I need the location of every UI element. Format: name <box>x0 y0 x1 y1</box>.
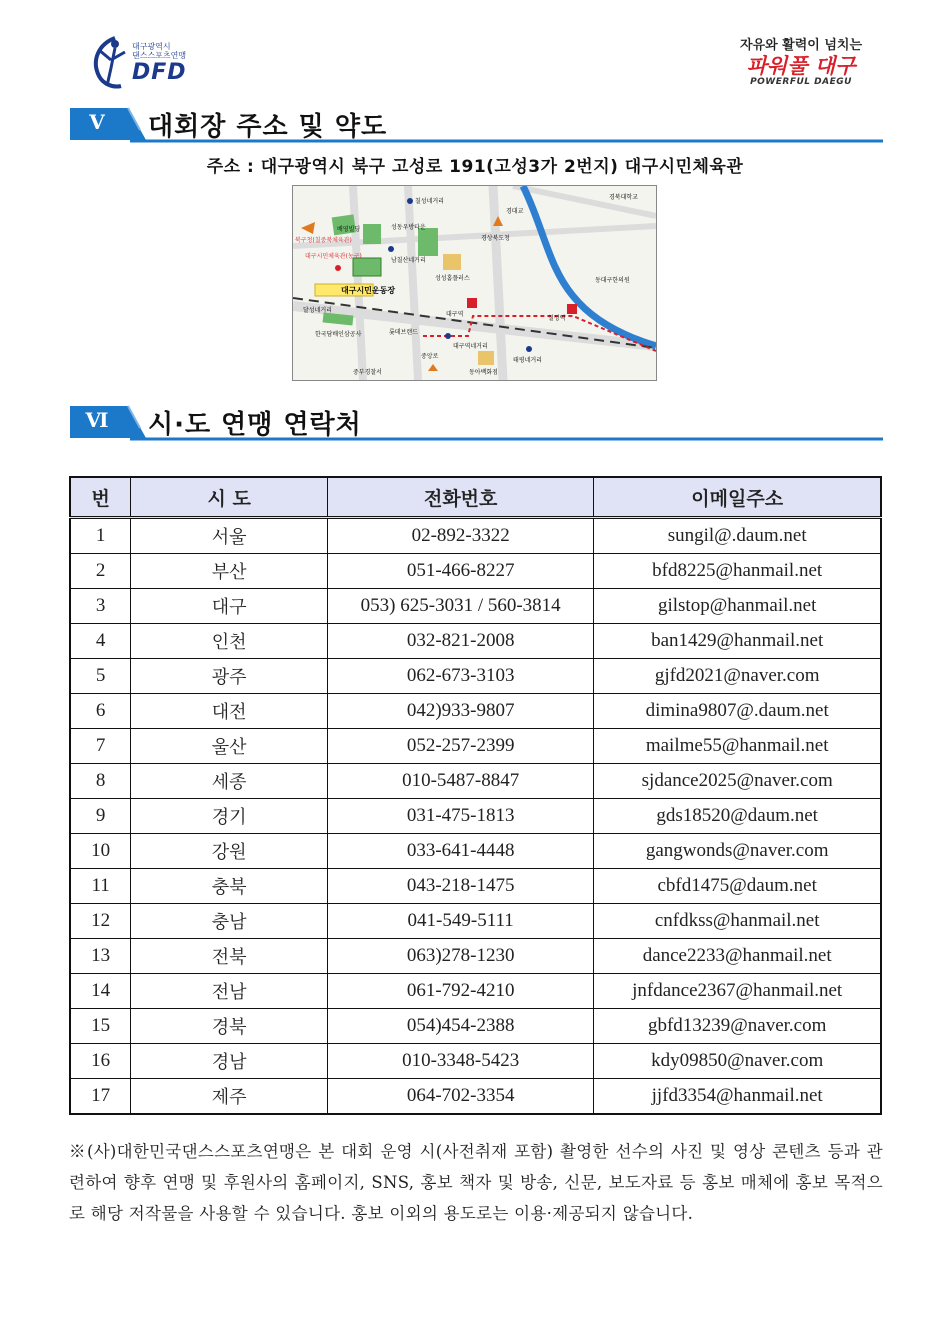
cell-region: 충남 <box>131 904 328 939</box>
map-label: 동대구한의원 <box>595 277 630 284</box>
cell-email: cbfd1475@daum.net <box>594 869 881 904</box>
table-body <box>70 518 881 1115</box>
cell-region: 강원 <box>131 834 328 869</box>
cell-no: 14 <box>70 974 131 1009</box>
table-row <box>70 799 881 834</box>
cell-phone: 033-641-4448 <box>328 834 594 869</box>
cell-phone: 051-466-8227 <box>328 554 594 589</box>
venue-map <box>292 185 657 381</box>
map-label: 경북대학교 <box>609 194 638 201</box>
map-label: 칠성네거리 <box>415 198 444 205</box>
org-small-line2: 댄스스포츠연맹 <box>132 51 187 60</box>
cell-region: 대전 <box>131 694 328 729</box>
cell-email: cnfdkss@hanmail.net <box>594 904 881 939</box>
cell-region: 경북 <box>131 1009 328 1044</box>
map-label: 중부경찰서 <box>353 369 382 376</box>
cell-no: 10 <box>70 834 131 869</box>
slogan-main: 파워풀 대구 <box>746 54 856 78</box>
cell-email: sungil@.daum.net <box>594 518 881 554</box>
map-label: 대구시민운동장 <box>341 286 396 295</box>
col-header-phone: 전화번호 <box>328 477 594 518</box>
col-header-email: 이메일주소 <box>594 477 881 518</box>
table-row <box>70 554 881 589</box>
cell-no: 16 <box>70 1044 131 1079</box>
section-title: 대회장 주소 및 약도 <box>148 112 388 142</box>
map-label: 한국담배인삼공사 <box>315 331 362 338</box>
cell-email: gds18520@daum.net <box>594 799 881 834</box>
map-label: 배영빌딩 <box>337 226 361 233</box>
cell-email: jnfdance2367@hanmail.net <box>594 974 881 1009</box>
section-header-5 <box>68 106 883 142</box>
table-row <box>70 1009 881 1044</box>
cell-no: 8 <box>70 764 131 799</box>
cell-phone: 041-549-5111 <box>328 904 594 939</box>
section-number: Ⅴ <box>89 110 105 134</box>
cell-phone: 02-892-3322 <box>328 518 594 554</box>
table-row <box>70 974 881 1009</box>
cell-region: 인천 <box>131 624 328 659</box>
cell-phone: 064-702-3354 <box>328 1079 594 1115</box>
cell-region: 전남 <box>131 974 328 1009</box>
cell-region: 충북 <box>131 869 328 904</box>
map-label: 동아백화점 <box>469 369 498 376</box>
cell-email: gjfd2021@naver.com <box>594 659 881 694</box>
org-small-line1: 대구광역시 <box>132 42 171 51</box>
cell-no: 4 <box>70 624 131 659</box>
cell-phone: 053) 625-3031 / 560-3814 <box>328 589 594 624</box>
cell-no: 5 <box>70 659 131 694</box>
cell-phone: 054)454-2388 <box>328 1009 594 1044</box>
cell-no: 3 <box>70 589 131 624</box>
cell-no: 1 <box>70 518 131 554</box>
cell-no: 6 <box>70 694 131 729</box>
cell-region: 세종 <box>131 764 328 799</box>
slogan-top: 자유와 활력이 넘치는 <box>739 38 863 53</box>
copyright-note: ※(사)대한민국댄스스포츠연맹은 본 대회 운영 시(사전취재 포함) 촬영한 선수의 사진 및 영상 콘텐츠 등과 관련하여 향후 연맹 및 후원사의 홈페이지, SNS, 홍보 책자 및 방송, 신문, 보도자료 등 홍보 매체에 홍보 목적으로 해당 저작물을 사용할 수 있습니다. 홍보 이외의 용도로는 이용·제공되지 않습니다. <box>69 1142 883 1223</box>
map-label: 성동우방타운 <box>391 224 426 231</box>
cell-phone: 043-218-1475 <box>328 869 594 904</box>
slogan-en: POWERFUL DAEGU <box>750 77 852 87</box>
contact-table <box>69 476 882 1115</box>
cell-region: 경기 <box>131 799 328 834</box>
cell-region: 울산 <box>131 729 328 764</box>
table-row <box>70 694 881 729</box>
map-label: 대구역 <box>446 311 464 318</box>
table-row <box>70 589 881 624</box>
cell-phone: 010-5487-8847 <box>328 764 594 799</box>
map-label: 대구시민체육관(농구) <box>305 253 362 260</box>
map-label: 성성홈플러스 <box>435 275 470 282</box>
cell-email: jjfd3354@hanmail.net <box>594 1079 881 1115</box>
table-row <box>70 869 881 904</box>
cell-phone: 052-257-2399 <box>328 729 594 764</box>
cell-region: 부산 <box>131 554 328 589</box>
col-header-region: 시 도 <box>131 477 328 518</box>
dfd-logo <box>85 30 133 90</box>
cell-no: 15 <box>70 1009 131 1044</box>
table-row <box>70 939 881 974</box>
org-small-name <box>132 42 186 60</box>
cell-region: 경남 <box>131 1044 328 1079</box>
cell-region: 대구 <box>131 589 328 624</box>
cell-region: 전북 <box>131 939 328 974</box>
cell-no: 13 <box>70 939 131 974</box>
table-row <box>70 1079 881 1115</box>
table-row <box>70 764 881 799</box>
map-label: 북구청(칠중북체육관) <box>295 237 352 244</box>
dancer-icon <box>85 30 133 90</box>
cell-email: ban1429@hanmail.net <box>594 624 881 659</box>
cell-email: bfd8225@hanmail.net <box>594 554 881 589</box>
cell-phone: 063)278-1230 <box>328 939 594 974</box>
map-label: 경대교 <box>506 208 524 215</box>
table-row <box>70 834 881 869</box>
cell-region: 서울 <box>131 518 328 554</box>
col-header-no: 번 <box>70 477 131 518</box>
cell-no: 2 <box>70 554 131 589</box>
map-label: 태평네거리 <box>513 357 542 364</box>
cell-no: 17 <box>70 1079 131 1115</box>
cell-email: mailme55@hanmail.net <box>594 729 881 764</box>
cell-email: dance2233@hanmail.net <box>594 939 881 974</box>
map-label: 대구역네거리 <box>453 343 488 350</box>
cell-no: 11 <box>70 869 131 904</box>
cell-phone: 042)933-9807 <box>328 694 594 729</box>
org-logo-text: DFD <box>132 60 187 85</box>
cell-phone: 031-475-1813 <box>328 799 594 834</box>
map-label: 달성네거리 <box>303 307 332 314</box>
table-row <box>70 1044 881 1079</box>
table-row <box>70 659 881 694</box>
cell-region: 광주 <box>131 659 328 694</box>
cell-email: kdy09850@naver.com <box>594 1044 881 1079</box>
table-row <box>70 904 881 939</box>
venue-address: 주소 : 대구광역시 북구 고성로 191(고성3가 2번지) 대구시민체육관 <box>206 157 744 177</box>
cell-email: dimina9807@.daum.net <box>594 694 881 729</box>
table-row <box>70 518 881 554</box>
cell-phone: 062-673-3103 <box>328 659 594 694</box>
cell-email: gbfd13239@naver.com <box>594 1009 881 1044</box>
cell-region: 제주 <box>131 1079 328 1115</box>
table-header-row <box>70 477 881 518</box>
cell-email: gangwonds@naver.com <box>594 834 881 869</box>
section-title: 시·도 연맹 연락처 <box>148 410 362 440</box>
map-label: 중앙로 <box>421 353 439 360</box>
map-label: 남칠산네거리 <box>391 257 426 264</box>
table-row <box>70 624 881 659</box>
cell-no: 12 <box>70 904 131 939</box>
section-number: Ⅵ <box>85 408 109 432</box>
cell-phone: 061-792-4210 <box>328 974 594 1009</box>
cell-phone: 032-821-2008 <box>328 624 594 659</box>
cell-phone: 010-3348-5423 <box>328 1044 594 1079</box>
cell-no: 7 <box>70 729 131 764</box>
map-label: 칠성역 <box>548 315 566 322</box>
table-row <box>70 729 881 764</box>
cell-no: 9 <box>70 799 131 834</box>
section-header-6 <box>68 404 883 440</box>
cell-email: gilstop@hanmail.net <box>594 589 881 624</box>
map-label: 경상북도청 <box>481 235 510 242</box>
cell-email: sjdance2025@naver.com <box>594 764 881 799</box>
map-label: 롯데브랜드 <box>389 329 418 336</box>
map-drawing <box>293 186 656 380</box>
